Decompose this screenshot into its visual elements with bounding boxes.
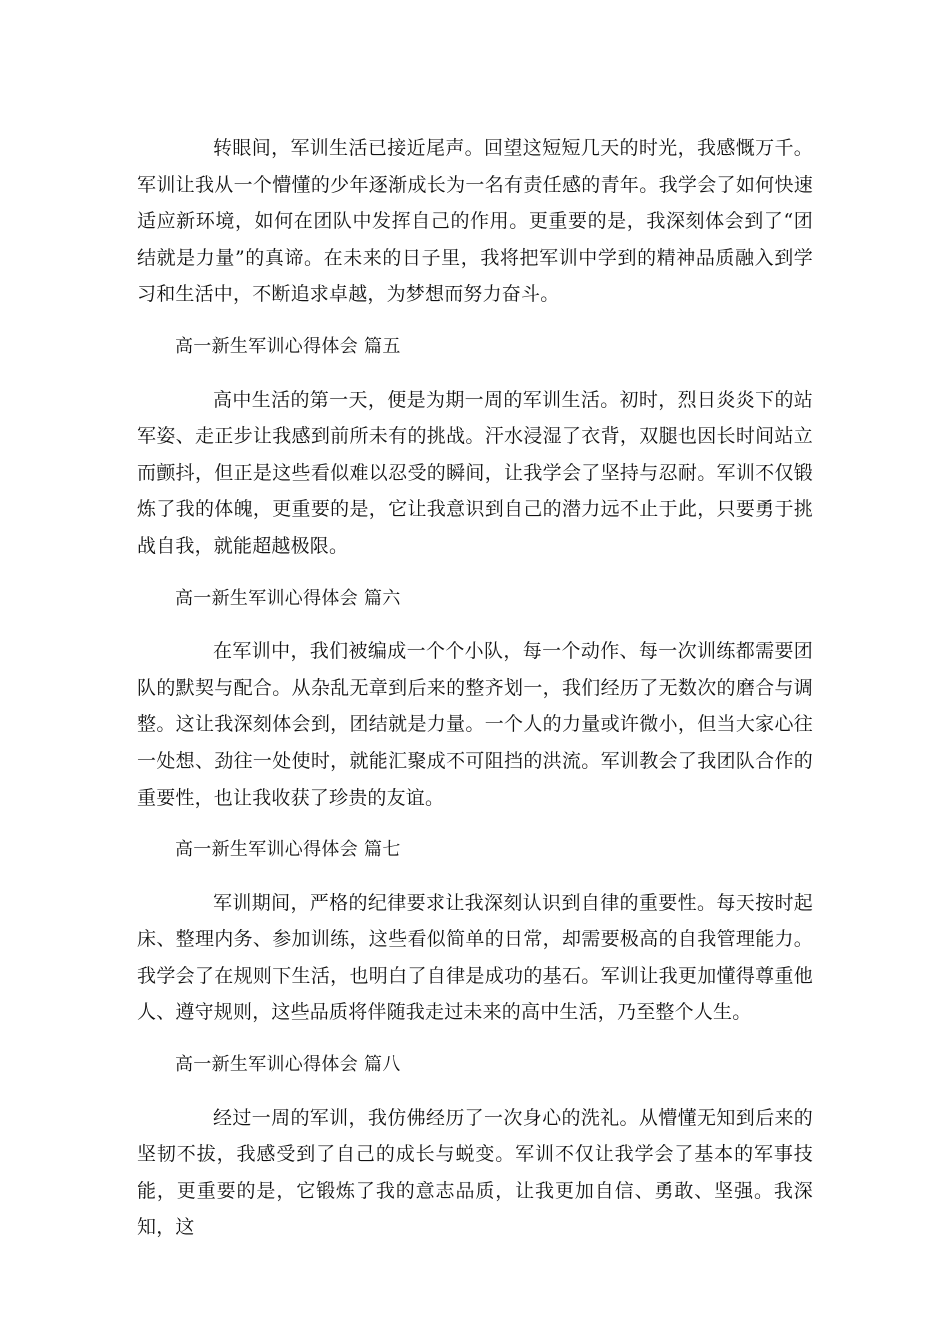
body-paragraph: 转眼间，军训生活已接近尾声。回望这短短几天的时光，我感慨万千。军训让我从一个懵懂的少年逐渐成长为一名有责任感的青年。我学会了如何快速适应新环境，如何在团队中发挥自己的作用。更重要的是，我深刻体会到了“团结就是力量”的真谛。在未来的日子里，我将把军训中学到的精神品质融入到学习和生活中，不断追求卓越，为梦想而努力奋斗。: [137, 137, 813, 306]
body-paragraph: 高中生活的第一天，便是为期一周的军训生活。初时，烈日炎炎下的站军姿、走正步让我感到前所未有的挑战。汗水浸湿了衣背，双腿也因长时间站立而颤抖，但正是这些看似难以忍受的瞬间，让我学会了坚持与忍耐。军训不仅锻炼了我的体魄，更重要的是，它让我意识到自己的潜力远不止于此，只要勇于挑战自我，就能超越极限。: [137, 388, 813, 557]
section-heading: 高一新生军训心得体会 篇八: [175, 1054, 401, 1076]
body-paragraph: 经过一周的军训，我仿佛经历了一次身心的洗礼。从懵懂无知到后来的坚韧不拔，我感受到了自己的成长与蜕变。军训不仅让我学会了基本的军事技能，更重要的是，它锻炼了我的意志品质，让我更加自信、勇敢、坚强。我深知，这: [137, 1106, 813, 1239]
body-paragraph: 在军训中，我们被编成一个个小队，每一个动作、每一次训练都需要团队的默契与配合。从杂乱无章到后来的整齐划一，我们经历了无数次的磨合与调整。这让我深刻体会到，团结就是力量。一个人的力量或许微小，但当大家心往一处想、劲往一处使时，就能汇聚成不可阻挡的洪流。军训教会了我团队合作的重要性，也让我收获了珍贵的友谊。: [137, 640, 813, 809]
section-heading: 高一新生军训心得体会 篇五: [175, 335, 401, 357]
body-paragraph: 军训期间，严格的纪律要求让我深刻认识到自律的重要性。每天按时起床、整理内务、参加训练，这些看似简单的日常，却需要极高的自我管理能力。我学会了在规则下生活，也明白了自律是成功的基石。军训让我更加懂得尊重他人、遵守规则，这些品质将伴随我走过未来的高中生活，乃至整个人生。: [137, 891, 813, 1024]
section-heading: 高一新生军训心得体会 篇七: [175, 839, 401, 861]
section-heading: 高一新生军训心得体会 篇六: [175, 587, 401, 609]
document-body: [137, 130, 813, 1246]
